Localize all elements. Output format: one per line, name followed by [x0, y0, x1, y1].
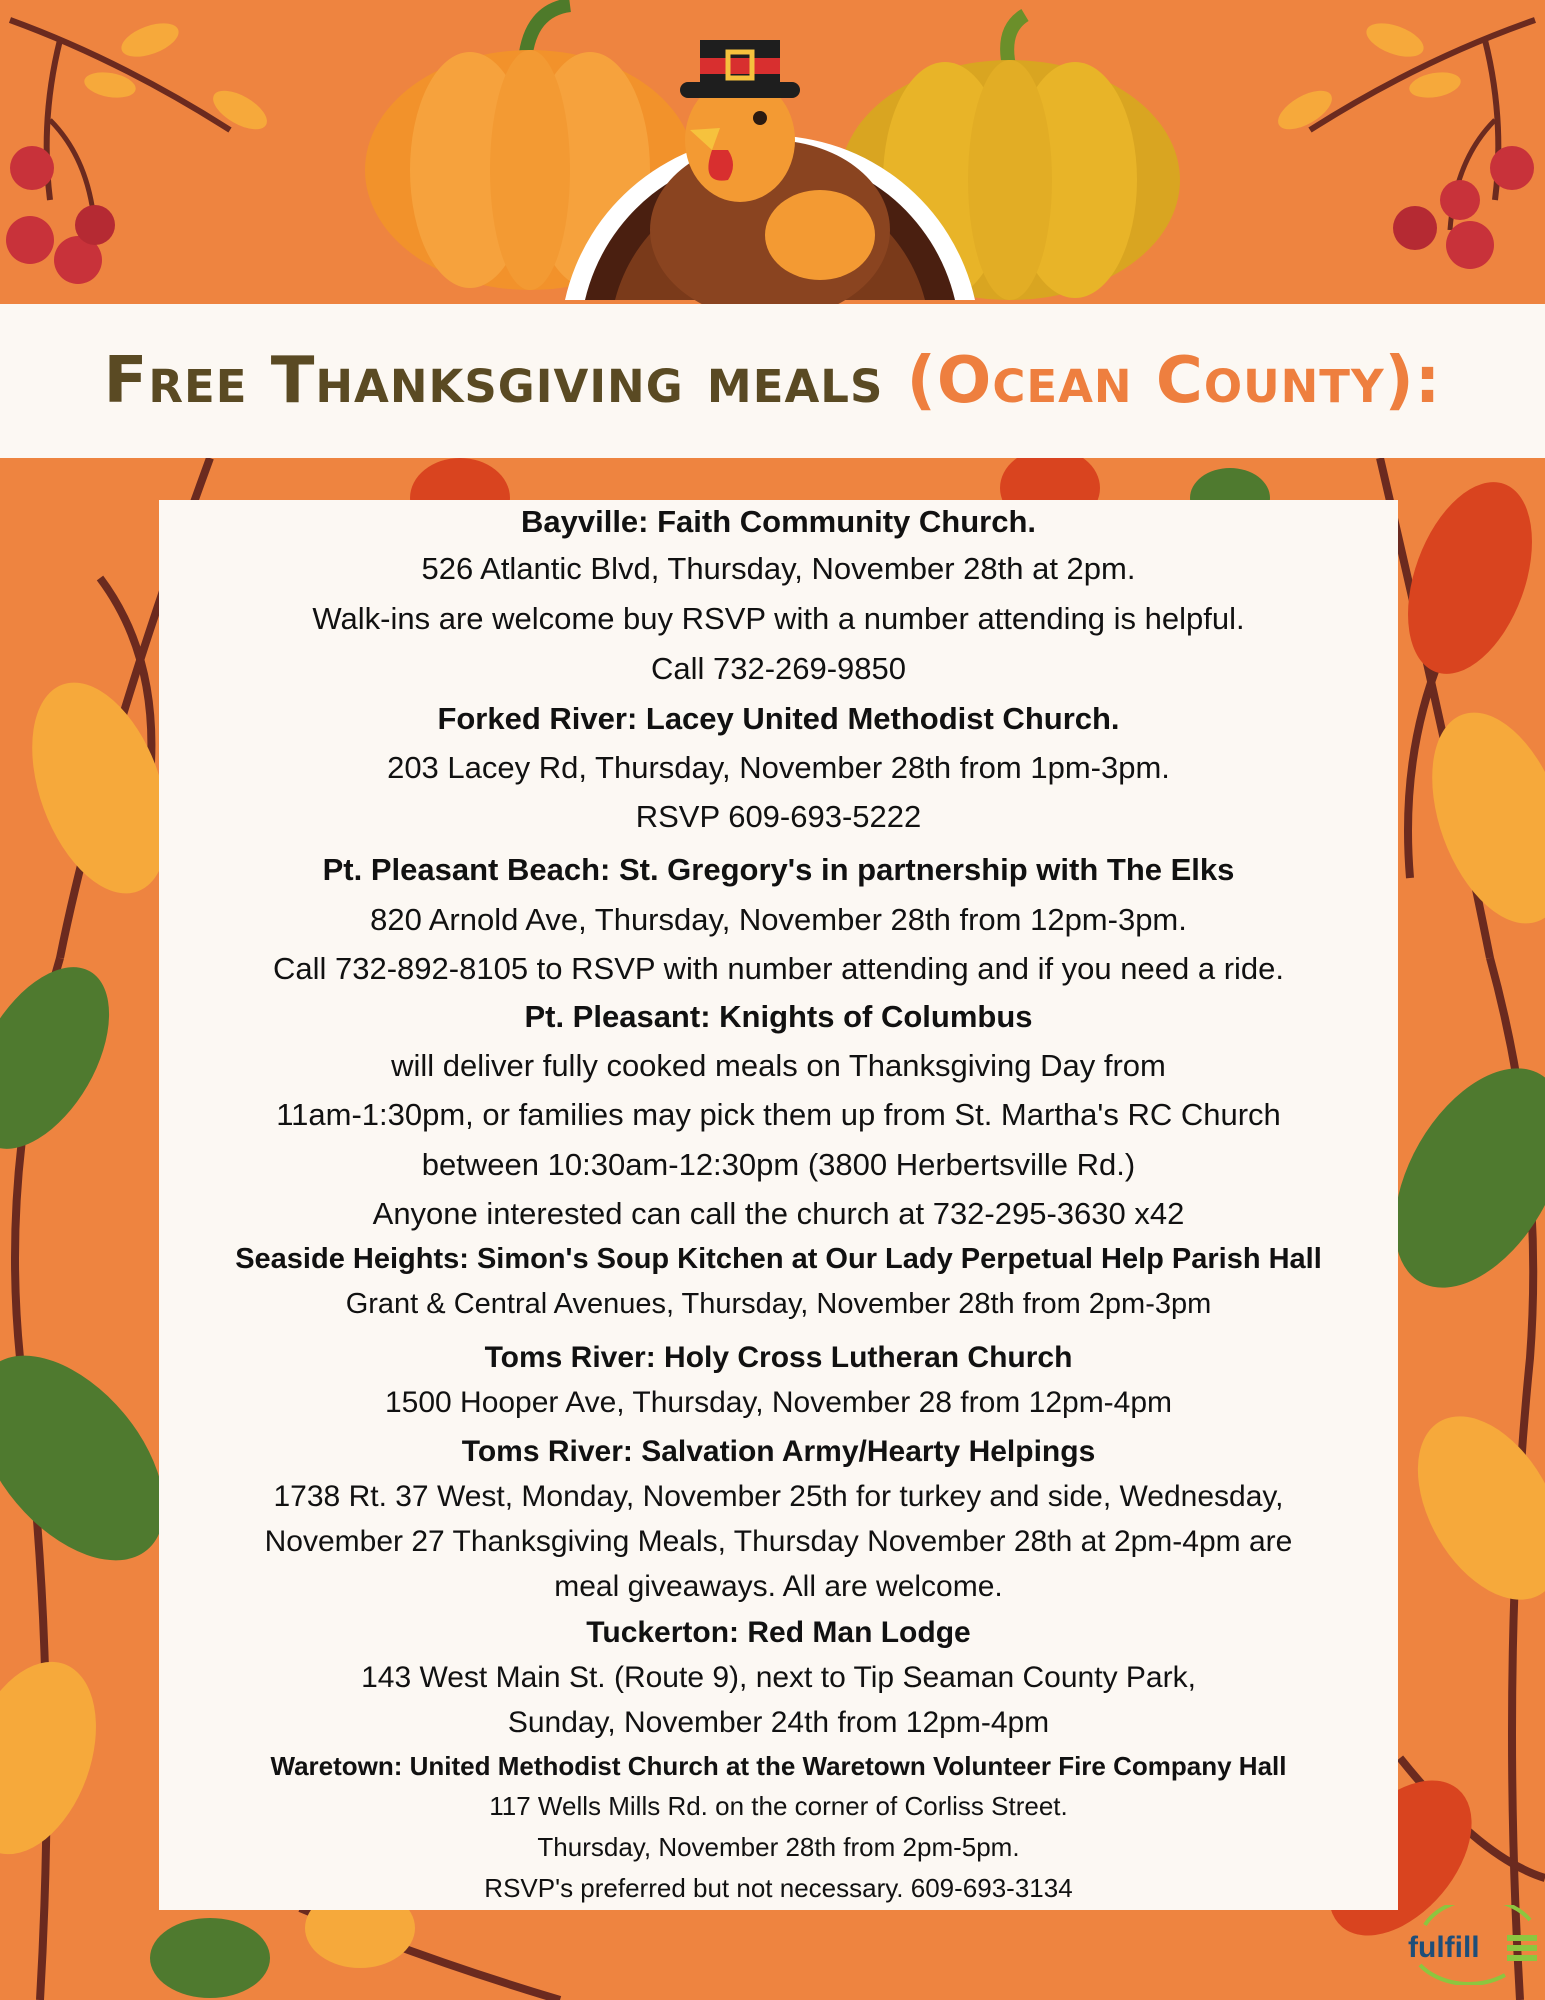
fulfill-logo: [1405, 1905, 1540, 1985]
location-heading-seaside-heights: Seaside Heights: Simon's Soup Kitchen at Our Lady Perpetual Help Parish Hall: [235, 1243, 1322, 1275]
location-detail: meal giveaways. All are welcome.: [554, 1570, 1003, 1603]
header-illustration: [0, 0, 1545, 305]
page-title: [104, 344, 1442, 418]
location-detail: 1500 Hooper Ave, Thursday, November 28 from 12pm-4pm: [384, 1386, 1173, 1419]
location-detail: 1738 Rt. 37 West, Monday, November 25th for turkey and side, Wednesday,: [273, 1480, 1284, 1513]
location-detail: Call 732-892-8105 to RSVP with number attending and if you need a ride.: [272, 951, 1285, 986]
location-detail: will deliver fully cooked meals on Thanksgiving Day from: [391, 1048, 1166, 1083]
location-detail: 820 Arnold Ave, Thursday, November 28th from 12pm-3pm.: [370, 902, 1187, 937]
location-detail: Thursday, November 28th from 2pm-5pm.: [537, 1832, 1020, 1862]
meal-locations-card: [159, 500, 1398, 1910]
location-detail: 526 Atlantic Blvd, Thursday, November 28th at 2pm.: [421, 551, 1136, 586]
location-detail: 203 Lacey Rd, Thursday, November 28th from 1pm-3pm.: [387, 750, 1170, 785]
location-phone: RSVP 609-693-5222: [635, 799, 922, 834]
location-detail: 11am-1:30pm, or families may pick them up from St. Martha's RC Church: [276, 1097, 1281, 1132]
location-heading-pt-pleasant-beach: Pt. Pleasant Beach: St. Gregory's in partnership with The Elks: [322, 852, 1235, 887]
location-heading-pt-pleasant: Pt. Pleasant: Knights of Columbus: [524, 999, 1033, 1034]
location-heading-toms-river-holy-cross: Toms River: Holy Cross Lutheran Church: [484, 1341, 1073, 1374]
location-detail: November 27 Thanksgiving Meals, Thursday November 28th at 2pm-4pm are: [264, 1525, 1293, 1558]
logo-text: fulfill: [1408, 1931, 1480, 1964]
location-detail: Grant & Central Avenues, Thursday, November 28th from 2pm-3pm: [345, 1288, 1212, 1320]
location-detail: Walk-ins are welcome buy RSVP with a number attending is helpful.: [312, 601, 1245, 636]
location-heading-forked-river: Forked River: Lacey United Methodist Church.: [437, 701, 1120, 736]
location-heading-bayville: Bayville: Faith Community Church.: [520, 504, 1036, 539]
location-detail: 117 Wells Mills Rd. on the corner of Corliss Street.: [489, 1791, 1068, 1821]
location-phone: RSVP's preferred but not necessary. 609-693-3134: [484, 1873, 1073, 1903]
title-band: [0, 304, 1545, 458]
location-heading-tuckerton: Tuckerton: Red Man Lodge: [586, 1616, 971, 1649]
title-main: Free Thanksgiving meals: [103, 344, 884, 418]
location-phone: Anyone interested can call the church at 732-295-3630 x42: [372, 1196, 1185, 1231]
title-county: (Ocean County):: [906, 344, 1442, 418]
location-heading-waretown: Waretown: United Methodist Church at the Waretown Volunteer Fire Company Hall: [270, 1751, 1287, 1781]
meal-locations-list: [159, 500, 1398, 1910]
location-detail: 143 West Main St. (Route 9), next to Tip Seaman County Park,: [361, 1661, 1196, 1694]
location-detail: Sunday, November 24th from 12pm-4pm: [507, 1706, 1050, 1739]
location-phone: Call 732-269-9850: [650, 651, 907, 686]
location-detail: between 10:30am-12:30pm (3800 Herbertsville Rd.): [421, 1147, 1136, 1182]
location-heading-toms-river-salvation-army: Toms River: Salvation Army/Hearty Helpings: [461, 1435, 1096, 1468]
